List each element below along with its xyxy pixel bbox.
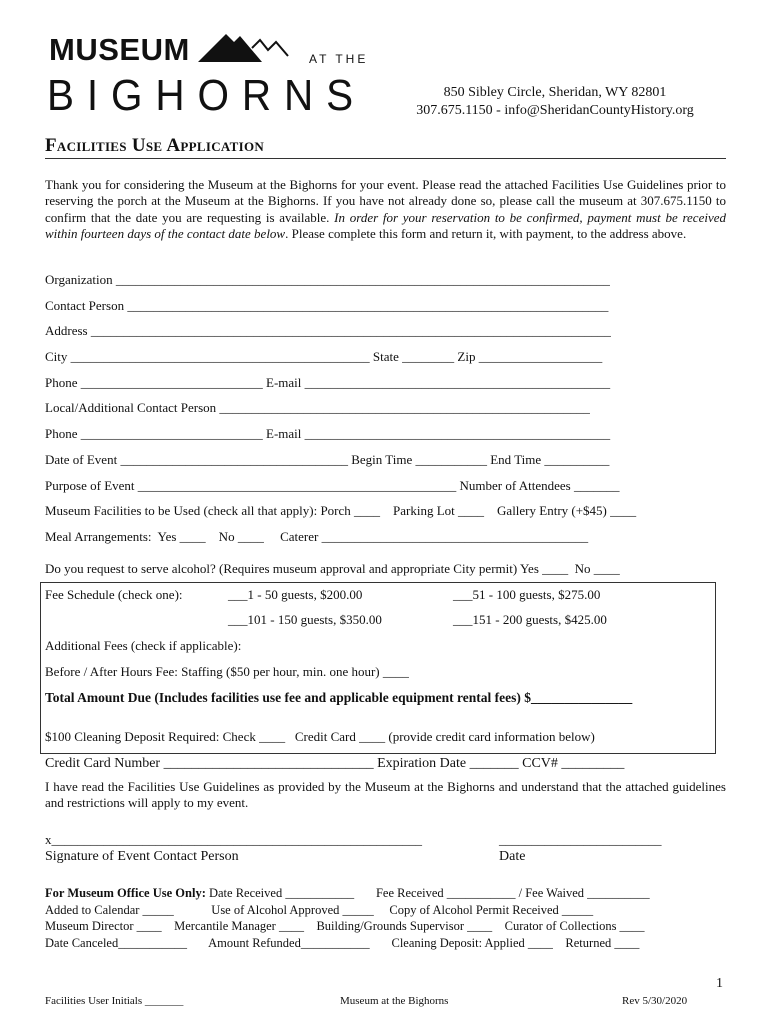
office-row-4: Date Canceled___________ Amount Refunded___________ Cleaning Deposit: Applied ____ Returned ____ xyxy=(45,935,640,950)
intro-italic-text: In order for your reservation to be confirmed, payment must be received within fourteen days of the contact date below xyxy=(45,209,726,241)
facilities-field[interactable]: Museum Facilities to be Used (check all that apply): Porch ____ Parking Lot ____ Gallery Entry (+$45) ____ xyxy=(45,503,637,518)
signature-line[interactable]: x_________________________________________________________ xyxy=(45,832,422,847)
meal-arrangements-field[interactable]: Meal Arrangements: Yes ____ No ____ Caterer _________________________________________ xyxy=(45,529,589,544)
museum-address xyxy=(390,84,720,120)
footer-revision: Rev 5/30/2020 xyxy=(622,995,688,1007)
footer-initials[interactable]: Facilities User Initials _______ xyxy=(45,995,184,1007)
fee-schedule-label: Fee Schedule (check one): xyxy=(45,587,183,602)
after-hours-fee-field[interactable]: Before / After Hours Fee: Staffing ($50 per hour, min. one hour) ____ xyxy=(45,664,409,679)
office-row-2: Added to Calendar _____ Use of Alcohol Approved _____ Copy of Alcohol Permit Received _____ xyxy=(45,902,594,917)
phone-email-field-2[interactable]: Phone ____________________________ E-mail _______________________________________________ xyxy=(45,426,611,441)
fee-option-151-200[interactable]: ___151 - 200 guests, $425.00 xyxy=(453,612,607,627)
logo-bighorns-text: BIGHORNS xyxy=(47,71,366,120)
credit-card-field[interactable]: Credit Card Number ______________________________ Expiration Date _______ CCV# _________ xyxy=(45,756,625,771)
office-row-1 xyxy=(45,885,650,902)
footer-museum-name: Museum at the Bighorns xyxy=(340,995,449,1007)
logo-museum-text: MUSEUM xyxy=(49,32,190,67)
local-contact-field[interactable]: Local/Additional Contact Person _________________________________________________________ xyxy=(45,400,590,415)
office-use-heading: For Museum Office Use Only: xyxy=(45,886,206,900)
alcohol-request-field[interactable]: Do you request to serve alcohol? (Requires museum approval and appropriate City permit) Yes ____ No ____ xyxy=(45,561,620,576)
date-of-event-field[interactable]: Date of Event ___________________________________ Begin Time ___________ End Time __________ xyxy=(45,452,610,467)
phone-email-field[interactable]: Phone ____________________________ E-mail _______________________________________________ xyxy=(45,375,611,390)
total-amount-field[interactable]: Total Amount Due (Includes facilities use fee and applicable equipment rental fees) $_______________ xyxy=(45,690,633,705)
intro-text-1: Thank you for considering the Museum at the Bighorns for your event. Please read the attached Facilities Use Guidelines prior to reserving the porch at the Museum at the Bighorns. If you have not already done so, please call the museum at 307.675.1150 to confirm that the date you are requesting is available. xyxy=(45,177,726,225)
office-row-3: Museum Director ____ Mercantile Manager ____ Building/Grounds Supervisor ____ Curator of Collections ____ xyxy=(45,919,645,933)
page-title: Facilities Use Application xyxy=(45,135,265,156)
cleaning-deposit-field[interactable]: $100 Cleaning Deposit Required: Check ____ Credit Card ____ (provide credit card information below) xyxy=(45,729,595,744)
date-label: Date xyxy=(499,849,526,864)
date-line[interactable]: _________________________ xyxy=(499,832,662,847)
office-row-1-fields: Date Received ___________ Fee Received ___________ / Fee Waived __________ xyxy=(205,886,650,900)
logo-at-the-text: AT THE xyxy=(309,52,369,66)
street-address: 850 Sibley Circle, Sheridan, WY 82801 xyxy=(443,85,667,100)
fee-option-51-100[interactable]: ___51 - 100 guests, $275.00 xyxy=(453,587,601,602)
contact-info: 307.675.1150 - info@SheridanCountyHistory.org xyxy=(416,103,694,118)
address-field[interactable]: Address ________________________________________________________________________________ xyxy=(45,323,611,338)
organization-field[interactable]: Organization ____________________________________________________________________________ xyxy=(45,272,610,287)
intro-paragraph xyxy=(45,177,726,242)
city-state-zip-field[interactable]: City ______________________________________________ State ________ Zip ___________________ xyxy=(45,349,603,364)
additional-fees-label: Additional Fees (check if applicable): xyxy=(45,638,242,653)
intro-text-2: . Please complete this form and return it, with payment, to the address above. xyxy=(285,225,687,241)
signature-label: Signature of Event Contact Person xyxy=(45,849,239,864)
title-divider xyxy=(45,158,726,159)
purpose-field[interactable]: Purpose of Event _________________________________________________ Number of Attendees _______ xyxy=(45,478,620,493)
mountain-logo-icon xyxy=(196,28,306,64)
contact-person-field[interactable]: Contact Person __________________________________________________________________________ xyxy=(45,298,609,313)
page-number: 1 xyxy=(716,976,723,991)
fee-option-101-150[interactable]: ___101 - 150 guests, $350.00 xyxy=(228,612,382,627)
office-use-section xyxy=(45,885,650,951)
fee-option-1-50[interactable]: ___1 - 50 guests, $200.00 xyxy=(228,587,363,602)
acknowledgement-text: I have read the Facilities Use Guidelines as provided by the Museum at the Bighorns and understand that the attached guidelines and restrictions will apply to my event. xyxy=(45,779,726,811)
